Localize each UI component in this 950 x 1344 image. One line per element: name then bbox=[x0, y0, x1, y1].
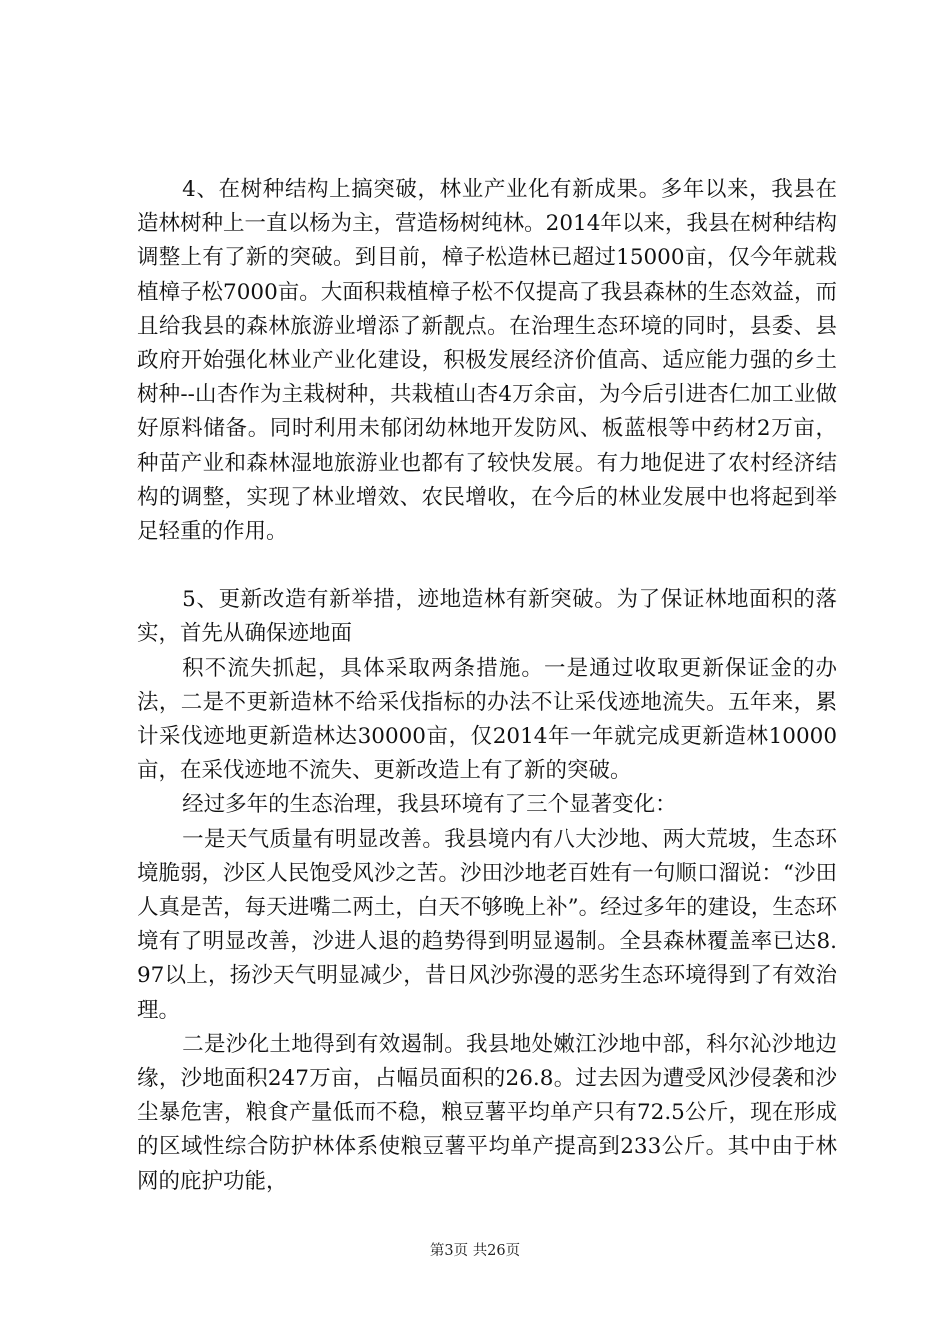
paragraph-desertification: 二是沙化土地得到有效遏制。我县地处嫩江沙地中部，科尔沁沙地边缘，沙地面积247万亩，占幅员面积的26.8。过去因为遭受风沙侵袭和沙尘暴危害，粮食产量低而不稳，粮豆薯平均单产只有72.5公斤，现在形成的区域性综合防护林体系使粮豆薯平均单产提高到233公斤。其中由于林网的庇护功能， bbox=[137, 1031, 837, 1194]
body-text bbox=[137, 173, 837, 1199]
paragraph-three-changes: 经过多年的生态治理，我县环境有了三个显著变化： bbox=[182, 792, 677, 818]
paragraph-weather-quality: 一是天气质量有明显改善。我县境内有八大沙地、两大荒坡，生态环境脆弱，沙区人民饱受风沙之苦。沙田沙地老百姓有一句顺口溜说：“沙田人真是苦，每天进嘴二两土，白天不够晚上补”。经过多年的建设，生态环境有了明显改善，沙进人退的趋势得到明显遏制。全县森林覆盖率已达8.97以上，扬沙天气明显减少，昔日风沙弥漫的恶劣生态环境得到了有效治理。 bbox=[137, 826, 837, 1023]
page-number: 第3页 bbox=[429, 1243, 469, 1259]
paragraph-renewal-measures: 5、更新改造有新举措，迹地造林有新突破。为了保证林地面积的落实，首先从确保迹地面 bbox=[137, 587, 837, 647]
total-pages: 共26页 bbox=[472, 1243, 521, 1259]
page-footer bbox=[0, 1241, 950, 1261]
paragraph-tree-species: 4、在树种结构上搞突破，林业产业化有新成果。多年以来，我县在造林树种上一直以杨为主，营造杨树纯林。2014年以来，我县在树种结构调整上有了新的突破。到目前，樟子松造林已超过15000亩，仅今年就栽植樟子松7000亩。大面积栽植樟子松不仅提高了我县森林的生态效益，而且给我县的森林旅游业增添了新靓点。在治理生态环境的同时，县委、县政府开始强化林业产业化建设，积极发展经济价值高、适应能力强的乡土树种--山杏作为主栽树种，共栽植山杏4万余亩，为今后引进杏仁加工业做好原料储备。同时利用未郁闭幼林地开发防风、板蓝根等中药材2万亩，种苗产业和森林湿地旅游业也都有了较快发展。有力地促进了农村经济结构的调整，实现了林业增效、农民增收，在今后的林业发展中也将起到举足轻重的作用。 bbox=[137, 177, 837, 545]
paragraph-renewal-continued: 积不流失抓起，具体采取两条措施。一是通过收取更新保证金的办法，二是不更新造林不给采伐指标的办法不让采伐迹地流失。五年来，累计采伐迹地更新造林达30000亩，仅2014年一年就完成更新造林10000亩，在采伐迹地不流失、更新改造上有了新的突破。 bbox=[137, 655, 837, 784]
